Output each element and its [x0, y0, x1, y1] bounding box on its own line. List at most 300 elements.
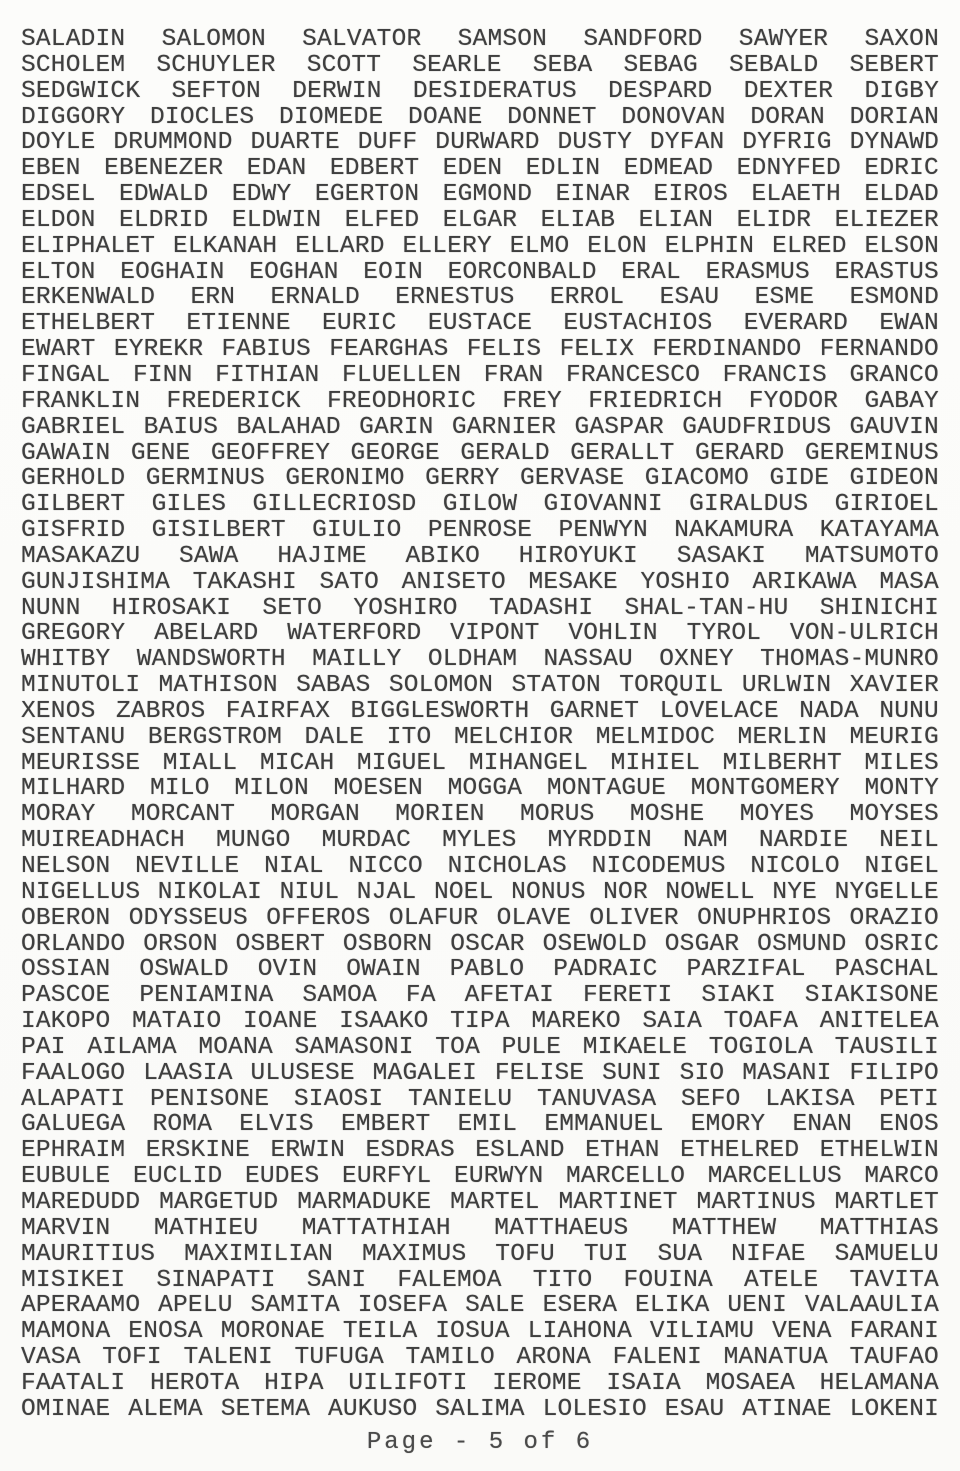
name: EGMOND	[442, 181, 533, 209]
name: PASCHAL	[834, 956, 939, 984]
name: GASPAR	[574, 413, 664, 441]
name: TOGIOLA	[708, 1033, 814, 1061]
name-list-line	[21, 570, 939, 596]
name: MIHANGEL	[468, 749, 589, 777]
name: WHITBY	[21, 646, 111, 674]
name: DYFRIG	[742, 129, 832, 157]
name: ERKENWALD	[21, 284, 156, 312]
name: OBERON	[21, 904, 111, 932]
name: ORAZIO	[849, 904, 939, 932]
name: SETEMA	[220, 1395, 311, 1423]
name: HEROTA	[150, 1369, 240, 1397]
name: VALAAULIA	[804, 1292, 939, 1320]
name: ALAPATI	[21, 1085, 126, 1113]
name-list-line	[21, 1112, 939, 1138]
name: ANISETO	[401, 568, 506, 596]
name-list-line	[21, 828, 939, 854]
name: EDWY	[231, 181, 292, 209]
name: VENA	[772, 1318, 832, 1346]
name: ELDWIN	[231, 206, 322, 234]
name: OXNEY	[659, 646, 734, 674]
name: MARTINUS	[696, 1188, 816, 1216]
name: ELMO	[509, 232, 570, 260]
name: GIULIO	[312, 517, 402, 545]
name: EPHRAIM	[21, 1137, 126, 1165]
name: ETHAN	[585, 1137, 660, 1165]
name: MORUS	[520, 801, 595, 829]
name: SATO	[319, 568, 380, 596]
name: TORQUIL	[619, 672, 724, 700]
name: SCOTT	[306, 51, 382, 79]
name: DEXTER	[743, 77, 834, 105]
name: EDBERT	[329, 155, 420, 183]
name: MEURISSE	[21, 749, 141, 777]
name: SIAKISONE	[804, 982, 939, 1010]
name: GILBERT	[21, 491, 126, 519]
name: FRAN	[483, 361, 544, 389]
name: EUSTACE	[427, 310, 533, 338]
name: ABELARD	[154, 620, 259, 648]
name: AUKUSO	[327, 1395, 418, 1423]
name-list-line	[21, 182, 939, 208]
name: MICAH	[259, 749, 335, 777]
name-list-line	[21, 466, 939, 492]
name: NARDIE	[758, 827, 849, 855]
name: FALENI	[612, 1344, 703, 1372]
name-list-line	[21, 285, 939, 311]
name: GIDEON	[849, 465, 939, 493]
name: MATTHIAS	[819, 1214, 939, 1242]
name: DORIAN	[849, 103, 939, 131]
name: GIDE	[769, 465, 830, 493]
name: SAIA	[642, 1008, 703, 1036]
name-list-line	[21, 337, 939, 363]
name: OSCAR	[450, 930, 525, 958]
name: ELSON	[864, 232, 939, 260]
name: OLDHAM	[427, 646, 518, 674]
name-list-line	[21, 776, 939, 802]
name: NAKAMURA	[674, 517, 794, 545]
name: GEREMINUS	[804, 439, 939, 467]
name: FABIUS	[221, 336, 311, 364]
name: OSBORN	[342, 930, 433, 958]
name: GIRALDUS	[689, 491, 809, 519]
name: TOA	[435, 1033, 480, 1061]
name: AILAMA	[87, 1033, 177, 1061]
name-list-line	[21, 932, 939, 958]
name: OSRIC	[864, 930, 939, 958]
name-list-line	[21, 415, 939, 441]
name: EUCLID	[132, 1163, 223, 1191]
name: NIGEL	[864, 853, 939, 880]
name: IEROME	[492, 1369, 582, 1397]
name: DERWIN	[292, 77, 382, 105]
name: NEVILLE	[135, 853, 240, 880]
name: DIOMEDE	[279, 103, 384, 131]
name: MAGALEI	[372, 1059, 477, 1087]
name: EMBERT	[340, 1111, 431, 1139]
name-list-line	[21, 53, 939, 79]
name: OSWALD	[139, 956, 229, 984]
name: ETHELRED	[680, 1137, 800, 1165]
name: NADA	[799, 697, 859, 725]
name: ISAIA	[606, 1369, 681, 1397]
name: MORCANT	[130, 801, 236, 829]
name-list-line	[21, 1268, 939, 1294]
name: NIGELLUS	[21, 878, 141, 906]
name: ELVIS	[239, 1111, 314, 1139]
name: WANDSWORTH	[136, 646, 286, 674]
name: TANIELU	[408, 1085, 513, 1113]
name: FAALOGO	[21, 1059, 126, 1087]
name: NYE	[772, 878, 818, 906]
name: SAWA	[178, 542, 239, 570]
name-list-line	[21, 311, 939, 337]
name-list-line	[21, 1061, 939, 1087]
name: FELIX	[559, 336, 635, 364]
name: YOSHIO	[640, 568, 730, 596]
name: SEFTON	[171, 77, 261, 105]
name: MUNGO	[216, 827, 291, 855]
name-list-line	[21, 363, 939, 389]
name: SEBAG	[623, 51, 698, 79]
name: EURFYL	[342, 1163, 432, 1191]
name: BERGSTROM	[147, 723, 282, 751]
name: OSGAR	[664, 930, 740, 958]
name: FITHIAN	[215, 361, 320, 389]
name: UILIFOTI	[348, 1369, 468, 1397]
name: GERHOLD	[21, 465, 126, 493]
name: SALIMA	[435, 1395, 525, 1423]
name: ESMOND	[849, 284, 939, 312]
name: ALEMA	[128, 1395, 203, 1423]
name-list	[21, 27, 939, 1423]
name: ESME	[754, 284, 815, 312]
name: ENOS	[879, 1111, 939, 1139]
name: ETHELBERT	[21, 310, 156, 338]
name: PABLO	[449, 956, 525, 984]
name: EINAR	[555, 181, 631, 209]
name: PETI	[879, 1085, 939, 1113]
name: MYLES	[442, 827, 517, 855]
name: PASCOE	[21, 982, 111, 1010]
name: SEBA	[532, 51, 593, 79]
name: MOSAEA	[705, 1369, 795, 1397]
name: SAXON	[864, 26, 939, 53]
name: NEIL	[879, 827, 939, 855]
name: MOYSES	[849, 801, 939, 829]
name-list-line	[21, 1009, 939, 1035]
name-list-line	[21, 1164, 939, 1190]
name: OLIVER	[589, 904, 679, 932]
name: HIROSAKI	[111, 594, 232, 622]
name: NIFAE	[731, 1240, 806, 1268]
name: MONTY	[864, 775, 939, 803]
name-list-line	[21, 1138, 939, 1164]
name: DESIDERATUS	[412, 77, 577, 105]
name: FRANCIS	[722, 361, 827, 389]
name: STATON	[511, 672, 601, 700]
name: SEBALD	[729, 51, 819, 79]
name: EDEN	[442, 155, 503, 183]
name: ELDAD	[864, 181, 939, 209]
name: OFFEROS	[266, 904, 371, 932]
name: NICCO	[348, 853, 423, 880]
name: DYNAWD	[849, 129, 939, 157]
name: UENI	[727, 1292, 787, 1320]
name: FILIPO	[849, 1059, 939, 1087]
name: DIGBY	[864, 77, 939, 105]
name: SIO	[679, 1059, 725, 1087]
name: GIACOMO	[644, 465, 750, 493]
name: LOLESIO	[542, 1395, 647, 1423]
name: SIAOSI	[293, 1085, 384, 1113]
name: ARONA	[516, 1344, 591, 1372]
name: MAURITIUS	[21, 1240, 156, 1268]
name: MIHIEL	[610, 749, 701, 777]
name: OSMUND	[757, 930, 847, 958]
name: LAKISA	[765, 1085, 855, 1113]
name: ORSON	[143, 930, 218, 958]
name: SIAKI	[701, 982, 776, 1010]
name: EVERARD	[743, 310, 849, 338]
name: FELISE	[494, 1059, 585, 1087]
name: ABIKO	[405, 542, 480, 570]
name: GERARD	[694, 439, 785, 467]
name-list-line	[21, 1371, 939, 1397]
name: MIALL	[162, 749, 238, 777]
name-list-line	[21, 1293, 939, 1319]
name-list-line	[21, 105, 939, 131]
name: MOANA	[198, 1033, 273, 1061]
name: MATHIEU	[153, 1214, 259, 1242]
name: MELMIDOC	[595, 723, 715, 751]
name: GERRY	[425, 465, 500, 493]
name: EYREKR	[113, 336, 204, 364]
name: NOWELL	[665, 878, 755, 906]
name: GISILBERT	[151, 517, 286, 545]
name: FAIRFAX	[225, 697, 331, 725]
name: SAMITA	[250, 1292, 340, 1320]
name: TIPA	[450, 1008, 510, 1036]
name: ELTON	[21, 258, 96, 286]
name: TOAFA	[723, 1008, 799, 1036]
name: IOSEFA	[357, 1292, 448, 1320]
name-list-line	[21, 751, 939, 777]
name: DUFF	[357, 129, 418, 157]
name: FYODOR	[748, 387, 839, 415]
name-list-line	[21, 389, 939, 415]
name: MARTINET	[558, 1188, 678, 1216]
name: OSSIAN	[21, 956, 111, 984]
name: NICHOLAS	[447, 853, 567, 880]
name: MELCHIOR	[453, 723, 574, 751]
name: TYROL	[686, 620, 762, 648]
name: ELON	[587, 232, 647, 260]
name: EDWALD	[118, 181, 209, 209]
name: ERASTUS	[834, 258, 939, 286]
name: DIOCLES	[150, 103, 255, 131]
name-list-line	[21, 854, 939, 880]
name: OSEWOLD	[542, 930, 647, 958]
name: MAXIMUS	[362, 1240, 467, 1268]
name: NJAL	[356, 878, 417, 906]
name: MARTLET	[834, 1188, 939, 1216]
name: SAMSON	[457, 26, 548, 53]
name: EMIL	[457, 1111, 518, 1139]
name: ELIKA	[634, 1292, 710, 1320]
name: MANATUA	[723, 1344, 828, 1372]
name: SANDFORD	[583, 26, 703, 53]
name: KATAYAMA	[819, 517, 939, 545]
name: EDLIN	[525, 155, 601, 183]
name: ODYSSEUS	[128, 904, 248, 932]
name: ERNALD	[270, 284, 360, 312]
name: FELIS	[466, 336, 542, 364]
name: MEURIG	[849, 723, 939, 751]
name: ELLARD	[295, 232, 385, 260]
name: DONNET	[507, 103, 597, 131]
name: BIGGLESWORTH	[350, 697, 530, 725]
name: SINAPATI	[156, 1266, 276, 1294]
name-list-line	[21, 1319, 939, 1345]
name: MARTEL	[450, 1188, 540, 1216]
name: EOIN	[363, 258, 423, 286]
name: SAWYER	[738, 26, 829, 53]
name: ROMA	[152, 1111, 213, 1139]
name: FALEMOA	[397, 1266, 502, 1294]
name: MILO	[150, 775, 210, 803]
name-list-line	[21, 673, 939, 699]
name: NIAL	[264, 853, 324, 880]
name: BALAHAD	[236, 413, 341, 441]
name: ELIDR	[736, 206, 812, 234]
name: OWAIN	[346, 956, 421, 984]
name: SEBERT	[849, 51, 939, 79]
name-list-line	[21, 1190, 939, 1216]
name: EUBULE	[21, 1163, 111, 1191]
name: EOGHAIN	[120, 258, 225, 286]
name: MIKAELE	[582, 1033, 688, 1061]
name: DOYLE	[21, 129, 96, 157]
name: PARZIFAL	[686, 956, 806, 984]
name: TAUSILI	[834, 1033, 939, 1061]
name: FRIEDRICH	[588, 387, 723, 415]
name: EBEN	[21, 155, 81, 183]
name: MIGUEL	[356, 749, 447, 777]
name: EDSEL	[21, 181, 96, 209]
name: ARIKAWA	[752, 568, 857, 596]
name: MARVIN	[21, 1214, 111, 1242]
name: PENWYN	[558, 517, 648, 545]
name: TAMILO	[405, 1344, 495, 1372]
name: IOANE	[243, 1008, 318, 1036]
name: ERAL	[621, 258, 681, 286]
name-list-line	[21, 725, 939, 751]
name: EORCONBALD	[447, 258, 597, 286]
name: MILES	[864, 749, 939, 777]
name: ENOSA	[128, 1318, 203, 1346]
name: TALENI	[183, 1344, 273, 1372]
name-list-line	[21, 699, 939, 725]
name: APERAAMO	[21, 1292, 141, 1320]
name: ELPHIN	[664, 232, 755, 260]
name: NONUS	[511, 878, 586, 906]
name: ISAAKO	[339, 1008, 429, 1036]
name-list-line	[21, 544, 939, 570]
name: SOLOMON	[388, 672, 494, 700]
name-list-line	[21, 79, 939, 105]
name: MONTGOMERY	[690, 775, 840, 803]
name: GEOFFREY	[210, 439, 331, 467]
name: NYGELLE	[834, 878, 939, 906]
name: ELDRID	[118, 206, 209, 234]
name: GEORGE	[350, 439, 440, 467]
name: MAILLY	[312, 646, 402, 674]
name: ESAU	[659, 284, 720, 312]
name-list-line	[21, 1242, 939, 1268]
name: MILON	[234, 775, 309, 803]
name: MINUTOLI	[21, 672, 141, 700]
name: GREGORY	[21, 620, 126, 648]
name: MOSHE	[629, 801, 705, 829]
name: EDNYFED	[736, 155, 841, 183]
name-list-line	[21, 647, 939, 673]
name: VASA	[21, 1344, 81, 1372]
name: XENOS	[21, 697, 96, 725]
name: AFETAI	[464, 982, 555, 1010]
name: EOGHAN	[249, 258, 339, 286]
name: DUARTE	[250, 129, 340, 157]
name-list-line	[21, 1087, 939, 1113]
name: FA	[405, 982, 436, 1010]
name: ERSKINE	[145, 1137, 251, 1165]
name-list-line	[21, 156, 939, 182]
name: TANUVASA	[537, 1085, 657, 1113]
name: SALOMON	[161, 26, 266, 53]
name: NELSON	[21, 853, 111, 880]
name: EDRIC	[864, 155, 939, 183]
name: NAM	[683, 827, 728, 855]
name: FERETI	[582, 982, 673, 1010]
name: GENE	[130, 439, 191, 467]
name: DUSTY	[557, 129, 633, 157]
name: OLAVE	[496, 904, 572, 932]
name: DORAN	[750, 103, 825, 131]
name: NOEL	[433, 878, 494, 906]
name: SALE	[465, 1292, 525, 1320]
name: SALADIN	[21, 26, 126, 53]
name: TOFU	[495, 1240, 555, 1268]
name: XAVIER	[849, 672, 939, 700]
name: TUFUGA	[294, 1344, 384, 1372]
name: MASA	[879, 568, 939, 596]
name: MAREKO	[531, 1008, 621, 1036]
name: HIPA	[264, 1369, 324, 1397]
name: FERDINANDO	[652, 336, 802, 364]
name-list-line	[21, 441, 939, 467]
name: LOVELACE	[659, 697, 779, 725]
name: FREY	[502, 387, 562, 415]
name: VOHLIN	[568, 620, 658, 648]
name: EDMEAD	[623, 155, 714, 183]
name: VILIAMU	[649, 1318, 755, 1346]
name: GABAY	[864, 387, 939, 415]
name: MARCELLO	[565, 1163, 686, 1191]
name: ERNESTUS	[395, 284, 515, 312]
name: ESLAND	[475, 1137, 565, 1165]
name: SHINICHI	[819, 594, 939, 622]
